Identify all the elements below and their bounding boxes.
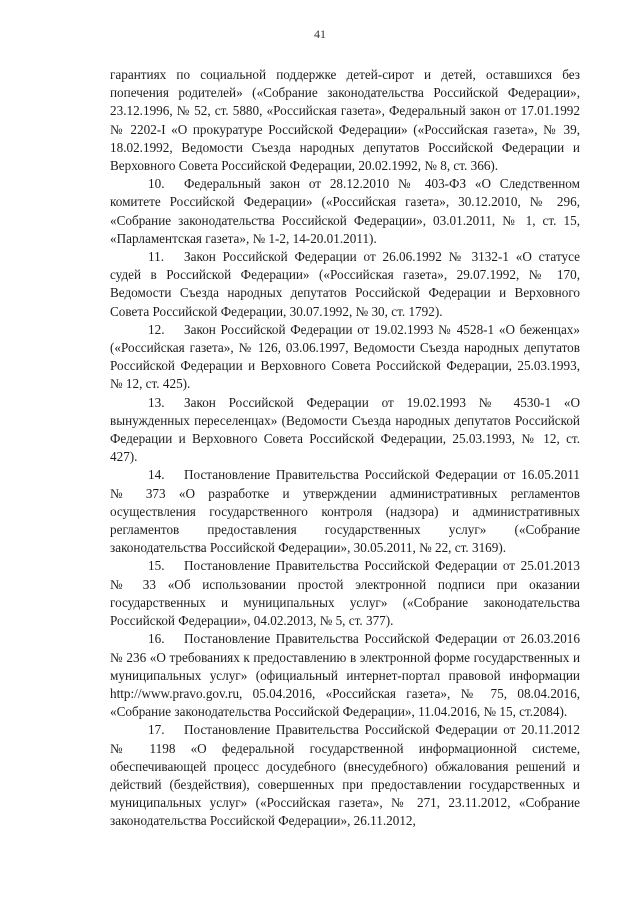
list-item-text: Постановление Правительства Российской Федерации от 16.05.2011 № 373 «О разработке и утверждении административных регламентов осуществления государственного контроля (надзора) и административных регламентов предоставления государственных услуг» («Собрание законодательства Российской Федерации», 30.05.2011, № 22, ст. 3169). <box>110 467 580 556</box>
list-item-text: Закон Российской Федерации от 26.06.1992 № 3132-1 «О статусе судей в Российской Федерации» («Российская газета», 29.07.1992, № 170, Ведомости Съезда народных депутатов Российской Федерации и Верховного Совета Российской Федерации, 30.07.1992, № 30, ст. 1792). <box>110 249 580 319</box>
list-item <box>110 175 580 248</box>
list-item <box>110 630 580 721</box>
list-item-number: 12. <box>148 321 165 337</box>
list-item <box>110 466 580 557</box>
list-item-number: 17. <box>148 722 165 738</box>
list-item-number: 16. <box>148 631 165 647</box>
list-item-text: Постановление Правительства Российской Федерации от 20.11.2012 № 1198 «О федеральной государственной информационной системе, обеспечивающей процесс досудебного (внесудебного) обжалования решений и действий (бездействия), совершенных при предоставлении государственных и муниципальных услуг» («Российская газета», № 271, 23.11.2012, «Собрание законодательства Российской Федерации», 26.11.2012, <box>110 722 580 829</box>
list-item-text: Закон Российской Федерации от 19.02.1993 № 4530-1 «О вынужденных переселенцах» (Ведомости Съезда народных депутатов Российской Федерации и Верховного Совета Российской Федерации, 25.03.1993, № 12, ст. 427). <box>110 394 580 465</box>
list-item <box>110 721 580 830</box>
list-item-text: Закон Российской Федерации от 19.02.1993 № 4528-1 «О беженцах» («Российская газета», № 126, 03.06.1997, Ведомости Съезда народных депутатов Российской Федерации и Верховного Совета Российской Федерации, 25.03.1993, № 12, ст. 425). <box>110 321 580 392</box>
list-item-number: 11. <box>148 249 164 265</box>
list-item-text: Постановление Правительства Российской Федерации от 25.01.2013 № 33 «Об использовании простой электронной подписи при оказании государственных и муниципальных услуг» («Собрание законодательства Российской Федерации», 04.02.2013, № 5, ст. 377). <box>110 558 580 629</box>
list-item-number: 15. <box>148 558 165 574</box>
list-item <box>110 248 580 321</box>
list-item-number: 14. <box>148 467 165 483</box>
list-item <box>110 557 580 630</box>
continuation-paragraph: гарантиях по социальной поддержке детей-сирот и детей, оставшихся без попечения родителей» («Собрание законодательства Российской Федерации», 23.12.1996, № 52, ст. 5880, «Российская газета», Федеральный закон от 17.01.1992 № 2202-I «О прокуратуре Российской Федерации» («Российская газета», № 39, 18.02.1992, Ведомости Съезда народных депутатов Российской Федерации и Верховного Совета Российской Федерации, 20.02.1992, № 8, ст. 366). <box>110 67 580 174</box>
page-number: 41 <box>314 27 326 41</box>
list-item-text: Постановление Правительства Российской Федерации от 26.03.2016 № 236 «О требованиях к предоставлению в электронной форме государственных и муниципальных услуг» (официальный интернет-портал правовой информации http://www.pravo.gov.ru, 05.04.2016, «Российская газета», № 75, 08.04.2016, «Собрание законодательства Российской Федерации», 11.04.2016, № 15, ст.2084). <box>110 631 580 720</box>
list-item-number: 13. <box>148 394 165 410</box>
list-item-number: 10. <box>148 176 165 192</box>
list-item <box>110 394 580 467</box>
list-item-text: Федеральный закон от 28.12.2010 № 403-ФЗ «О Следственном комитете Российской Федерации» («Российская газета», 30.12.2010, № 296, «Собрание законодательства Российской Федерации», 03.01.2011, № 1, ст. 15, «Парламентская газета», № 1-2, 14-20.01.2011). <box>110 176 580 246</box>
list-item <box>110 321 580 394</box>
document-body <box>110 66 580 831</box>
